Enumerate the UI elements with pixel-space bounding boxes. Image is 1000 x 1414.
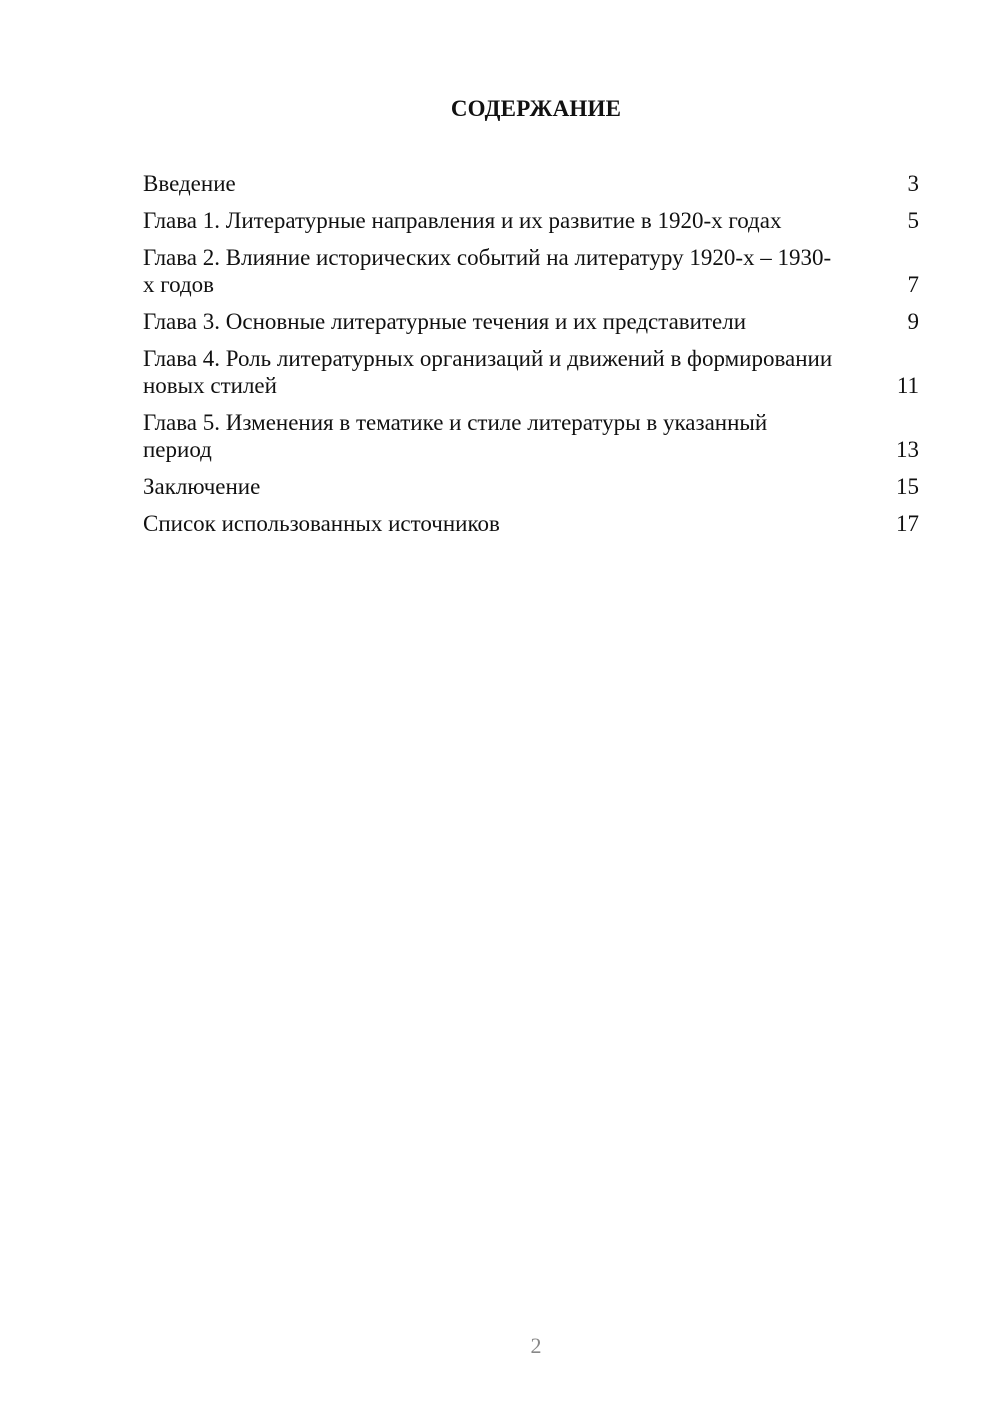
toc-entry-text: Глава 2. Влияние исторических событий на литературу 1920-х – 1930-х годов xyxy=(143,245,832,297)
toc-entry-text: Глава 4. Роль литературных организаций и движений в формировании новых стилей xyxy=(143,346,833,398)
page-number: 2 xyxy=(530,1333,542,1358)
toc-entry-chapter-2 xyxy=(143,244,919,298)
toc-entry-page: 13 xyxy=(896,437,919,462)
toc-entry-page: 5 xyxy=(907,208,919,233)
toc-entry-chapter-4 xyxy=(143,345,919,399)
toc-entry-chapter-1 xyxy=(143,207,919,234)
toc-entry-page: 15 xyxy=(896,474,919,499)
toc-entry-text: Заключение xyxy=(143,474,261,499)
toc-entry-text: Введение xyxy=(143,171,236,196)
toc-entry-page: 9 xyxy=(907,309,919,334)
toc-entry-chapter-3 xyxy=(143,308,919,335)
toc-entry-text: Список использованных источников xyxy=(143,511,500,536)
toc-entry-page: 17 xyxy=(896,511,919,536)
toc-entry-references xyxy=(143,510,919,537)
toc-entry-introduction xyxy=(143,170,919,197)
toc-entry-conclusion xyxy=(143,473,919,500)
table-of-contents xyxy=(143,170,919,547)
toc-entry-text: Глава 1. Литературные направления и их развитие в 1920-х годах xyxy=(143,208,782,233)
toc-entry-text: Глава 5. Изменения в тематике и стиле литературы в указанный период xyxy=(143,410,768,462)
page-title: СОДЕРЖАНИЕ xyxy=(450,96,622,121)
toc-entry-page: 7 xyxy=(907,272,919,297)
toc-entry-text: Глава 3. Основные литературные течения и их представители xyxy=(143,309,747,334)
toc-entry-chapter-5 xyxy=(143,409,919,463)
toc-entry-page: 11 xyxy=(896,373,919,398)
toc-entry-page: 3 xyxy=(907,171,919,196)
